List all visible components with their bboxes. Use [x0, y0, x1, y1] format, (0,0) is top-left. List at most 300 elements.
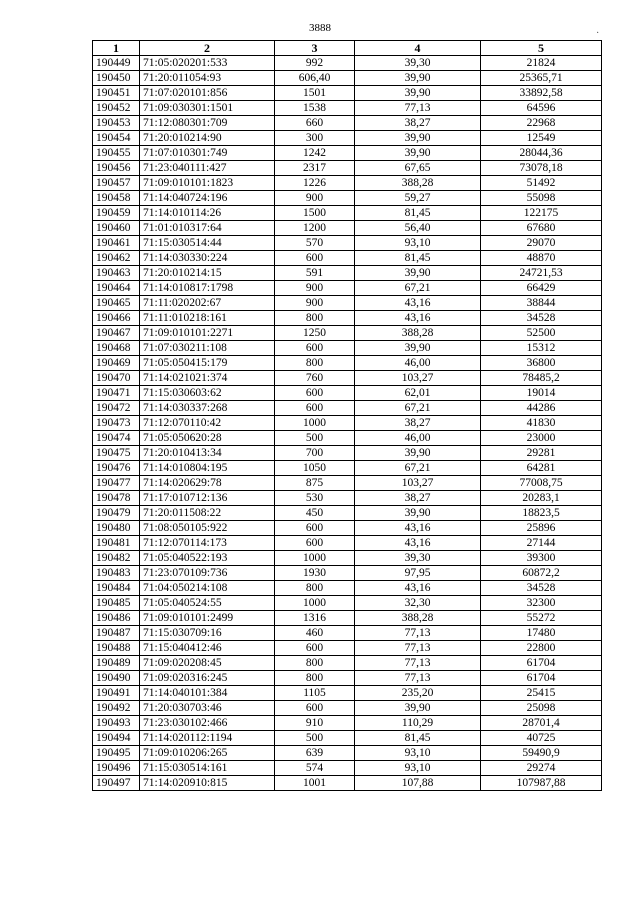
area-cell: 1000: [275, 551, 355, 566]
column-header-5: 5: [481, 41, 602, 56]
amount-cell: 55272: [481, 611, 602, 626]
area-cell: 460: [275, 626, 355, 641]
row-number-cell: 190462: [93, 251, 140, 266]
row-number-cell: 190496: [93, 761, 140, 776]
rate-cell: 39,90: [355, 71, 481, 86]
cadastral-number-cell: 71:08:050105:922: [140, 521, 275, 536]
amount-cell: 25365,71: [481, 71, 602, 86]
row-number-cell: 190475: [93, 446, 140, 461]
rate-cell: 388,28: [355, 176, 481, 191]
area-cell: 2317: [275, 161, 355, 176]
area-cell: 1250: [275, 326, 355, 341]
table-row: [93, 116, 602, 131]
row-number-cell: 190493: [93, 716, 140, 731]
row-number-cell: 190488: [93, 641, 140, 656]
amount-cell: 27144: [481, 536, 602, 551]
cadastral-number-cell: 71:07:020101:856: [140, 86, 275, 101]
row-number-cell: 190455: [93, 146, 140, 161]
table-row: [93, 296, 602, 311]
cadastral-number-cell: 71:09:020316:245: [140, 671, 275, 686]
row-number-cell: 190466: [93, 311, 140, 326]
row-number-cell: 190468: [93, 341, 140, 356]
cadastral-number-cell: 71:14:010114:26: [140, 206, 275, 221]
area-cell: 600: [275, 386, 355, 401]
table-row: [93, 671, 602, 686]
rate-cell: 46,00: [355, 356, 481, 371]
area-cell: 660: [275, 116, 355, 131]
table-row: [93, 206, 602, 221]
table-row: [93, 131, 602, 146]
area-cell: 606,40: [275, 71, 355, 86]
row-number-cell: 190470: [93, 371, 140, 386]
cadastral-number-cell: 71:14:030337:268: [140, 401, 275, 416]
table-row: [93, 506, 602, 521]
row-number-cell: 190481: [93, 536, 140, 551]
scan-mark: ·: [596, 28, 600, 39]
rate-cell: 67,21: [355, 461, 481, 476]
rate-cell: 97,95: [355, 566, 481, 581]
area-cell: 992: [275, 56, 355, 71]
amount-cell: 64596: [481, 101, 602, 116]
cadastral-number-cell: 71:01:010317:64: [140, 221, 275, 236]
row-number-cell: 190487: [93, 626, 140, 641]
table-row: [93, 401, 602, 416]
area-cell: 875: [275, 476, 355, 491]
rate-cell: 39,90: [355, 86, 481, 101]
table-row: [93, 431, 602, 446]
page-number: 3888: [309, 22, 331, 34]
amount-cell: 34528: [481, 581, 602, 596]
area-cell: 450: [275, 506, 355, 521]
row-number-cell: 190463: [93, 266, 140, 281]
cadastral-number-cell: 71:14:020629:78: [140, 476, 275, 491]
rate-cell: 43,16: [355, 296, 481, 311]
amount-cell: 107987,88: [481, 776, 602, 791]
cadastral-number-cell: 71:05:020201:533: [140, 56, 275, 71]
cadastral-number-cell: 71:09:010101:1823: [140, 176, 275, 191]
table-row: [93, 491, 602, 506]
table-row: [93, 101, 602, 116]
area-cell: 639: [275, 746, 355, 761]
amount-cell: 61704: [481, 656, 602, 671]
rate-cell: 77,13: [355, 671, 481, 686]
amount-cell: 21824: [481, 56, 602, 71]
amount-cell: 44286: [481, 401, 602, 416]
rate-cell: 38,27: [355, 416, 481, 431]
cadastral-number-cell: 71:09:020208:45: [140, 656, 275, 671]
table-row: [93, 371, 602, 386]
row-number-cell: 190456: [93, 161, 140, 176]
area-cell: 900: [275, 281, 355, 296]
cadastral-number-cell: 71:23:030102:466: [140, 716, 275, 731]
amount-cell: 17480: [481, 626, 602, 641]
table-row: [93, 281, 602, 296]
area-cell: 1105: [275, 686, 355, 701]
row-number-cell: 190464: [93, 281, 140, 296]
row-number-cell: 190482: [93, 551, 140, 566]
area-cell: 1316: [275, 611, 355, 626]
table-row: [93, 56, 602, 71]
table-row: [93, 176, 602, 191]
rate-cell: 81,45: [355, 731, 481, 746]
amount-cell: 29274: [481, 761, 602, 776]
table-row: [93, 716, 602, 731]
row-number-cell: 190460: [93, 221, 140, 236]
rate-cell: 67,21: [355, 281, 481, 296]
area-cell: 600: [275, 536, 355, 551]
rate-cell: 38,27: [355, 491, 481, 506]
row-number-cell: 190451: [93, 86, 140, 101]
amount-cell: 78485,2: [481, 371, 602, 386]
area-cell: 1050: [275, 461, 355, 476]
column-header-1: 1: [93, 41, 140, 56]
amount-cell: 122175: [481, 206, 602, 221]
rate-cell: 235,20: [355, 686, 481, 701]
row-number-cell: 190449: [93, 56, 140, 71]
row-number-cell: 190490: [93, 671, 140, 686]
row-number-cell: 190497: [93, 776, 140, 791]
cadastral-number-cell: 71:15:030514:161: [140, 761, 275, 776]
amount-cell: 20283,1: [481, 491, 602, 506]
amount-cell: 39300: [481, 551, 602, 566]
row-number-cell: 190483: [93, 566, 140, 581]
row-number-cell: 190491: [93, 686, 140, 701]
table-row: [93, 566, 602, 581]
area-cell: 600: [275, 401, 355, 416]
table-row: [93, 236, 602, 251]
area-cell: 1242: [275, 146, 355, 161]
cadastral-number-cell: 71:09:010101:2499: [140, 611, 275, 626]
row-number-cell: 190474: [93, 431, 140, 446]
table-row: [93, 476, 602, 491]
cadastral-number-cell: 71:23:070109:736: [140, 566, 275, 581]
table-row: [93, 356, 602, 371]
row-number-cell: 190473: [93, 416, 140, 431]
rate-cell: 77,13: [355, 101, 481, 116]
cadastral-number-cell: 71:14:030330:224: [140, 251, 275, 266]
row-number-cell: 190489: [93, 656, 140, 671]
table-row: [93, 776, 602, 791]
rate-cell: 93,10: [355, 236, 481, 251]
rate-cell: 77,13: [355, 626, 481, 641]
rate-cell: 39,30: [355, 551, 481, 566]
row-number-cell: 190480: [93, 521, 140, 536]
table-row: [93, 581, 602, 596]
cadastral-number-cell: 71:04:050214:108: [140, 581, 275, 596]
rate-cell: 93,10: [355, 746, 481, 761]
area-cell: 574: [275, 761, 355, 776]
area-cell: 1000: [275, 596, 355, 611]
cadastral-number-cell: 71:07:030211:108: [140, 341, 275, 356]
cadastral-number-cell: 71:20:010214:90: [140, 131, 275, 146]
area-cell: 800: [275, 581, 355, 596]
area-cell: 800: [275, 671, 355, 686]
area-cell: 600: [275, 701, 355, 716]
rate-cell: 43,16: [355, 311, 481, 326]
amount-cell: 73078,18: [481, 161, 602, 176]
rate-cell: 81,45: [355, 251, 481, 266]
table-row: [93, 191, 602, 206]
rate-cell: 59,27: [355, 191, 481, 206]
data-table: [92, 40, 602, 791]
area-cell: 1930: [275, 566, 355, 581]
row-number-cell: 190478: [93, 491, 140, 506]
row-number-cell: 190477: [93, 476, 140, 491]
rate-cell: 81,45: [355, 206, 481, 221]
amount-cell: 29070: [481, 236, 602, 251]
rate-cell: 62,01: [355, 386, 481, 401]
rate-cell: 110,29: [355, 716, 481, 731]
column-header-3: 3: [275, 41, 355, 56]
row-number-cell: 190454: [93, 131, 140, 146]
amount-cell: 41830: [481, 416, 602, 431]
row-number-cell: 190458: [93, 191, 140, 206]
table-row: [93, 71, 602, 86]
amount-cell: 51492: [481, 176, 602, 191]
row-number-cell: 190494: [93, 731, 140, 746]
cadastral-number-cell: 71:09:030301:1501: [140, 101, 275, 116]
rate-cell: 39,90: [355, 446, 481, 461]
amount-cell: 25415: [481, 686, 602, 701]
table-row: [93, 266, 602, 281]
amount-cell: 28044,36: [481, 146, 602, 161]
rate-cell: 67,21: [355, 401, 481, 416]
amount-cell: 24721,53: [481, 266, 602, 281]
row-number-cell: 190495: [93, 746, 140, 761]
amount-cell: 23000: [481, 431, 602, 446]
cadastral-number-cell: 71:14:010817:1798: [140, 281, 275, 296]
cadastral-number-cell: 71:15:040412:46: [140, 641, 275, 656]
row-number-cell: 190469: [93, 356, 140, 371]
cadastral-number-cell: 71:15:030603:62: [140, 386, 275, 401]
table-row: [93, 521, 602, 536]
area-cell: 600: [275, 251, 355, 266]
table-row: [93, 731, 602, 746]
amount-cell: 34528: [481, 311, 602, 326]
cadastral-number-cell: 71:20:010214:15: [140, 266, 275, 281]
cadastral-number-cell: 71:20:030703:46: [140, 701, 275, 716]
amount-cell: 33892,58: [481, 86, 602, 101]
table-body: [93, 56, 602, 791]
rate-cell: 39,90: [355, 341, 481, 356]
table-row: [93, 221, 602, 236]
rate-cell: 103,27: [355, 371, 481, 386]
cadastral-number-cell: 71:12:070114:173: [140, 536, 275, 551]
rate-cell: 32,30: [355, 596, 481, 611]
cadastral-number-cell: 71:14:021021:374: [140, 371, 275, 386]
rate-cell: 39,90: [355, 131, 481, 146]
amount-cell: 64281: [481, 461, 602, 476]
area-cell: 570: [275, 236, 355, 251]
table-row: [93, 146, 602, 161]
rate-cell: 388,28: [355, 326, 481, 341]
amount-cell: 12549: [481, 131, 602, 146]
rate-cell: 38,27: [355, 116, 481, 131]
amount-cell: 48870: [481, 251, 602, 266]
cadastral-number-cell: 71:20:011508:22: [140, 506, 275, 521]
area-cell: 800: [275, 311, 355, 326]
cadastral-number-cell: 71:14:040101:384: [140, 686, 275, 701]
amount-cell: 38844: [481, 296, 602, 311]
rate-cell: 77,13: [355, 641, 481, 656]
rate-cell: 39,30: [355, 56, 481, 71]
table-row: [93, 446, 602, 461]
amount-cell: 66429: [481, 281, 602, 296]
amount-cell: 77008,75: [481, 476, 602, 491]
area-cell: 700: [275, 446, 355, 461]
row-number-cell: 190479: [93, 506, 140, 521]
area-cell: 1000: [275, 416, 355, 431]
amount-cell: 19014: [481, 386, 602, 401]
rate-cell: 39,90: [355, 701, 481, 716]
rate-cell: 43,16: [355, 536, 481, 551]
table-row: [93, 386, 602, 401]
row-number-cell: 190486: [93, 611, 140, 626]
row-number-cell: 190465: [93, 296, 140, 311]
area-cell: 1200: [275, 221, 355, 236]
amount-cell: 32300: [481, 596, 602, 611]
amount-cell: 60872,2: [481, 566, 602, 581]
table-row: [93, 686, 602, 701]
cadastral-number-cell: 71:12:080301:709: [140, 116, 275, 131]
amount-cell: 36800: [481, 356, 602, 371]
cadastral-number-cell: 71:14:040724:196: [140, 191, 275, 206]
row-number-cell: 190492: [93, 701, 140, 716]
row-number-cell: 190476: [93, 461, 140, 476]
amount-cell: 18823,5: [481, 506, 602, 521]
cadastral-number-cell: 71:17:010712:136: [140, 491, 275, 506]
cadastral-number-cell: 71:05:050415:179: [140, 356, 275, 371]
cadastral-number-cell: 71:09:010101:2271: [140, 326, 275, 341]
table-row: [93, 311, 602, 326]
table-row: [93, 161, 602, 176]
table-row: [93, 536, 602, 551]
table-row: [93, 611, 602, 626]
cadastral-number-cell: 71:23:040111:427: [140, 161, 275, 176]
rate-cell: 43,16: [355, 521, 481, 536]
amount-cell: 15312: [481, 341, 602, 356]
cadastral-number-cell: 71:11:020202:67: [140, 296, 275, 311]
area-cell: 900: [275, 191, 355, 206]
table-header-row: [93, 41, 602, 56]
row-number-cell: 190453: [93, 116, 140, 131]
amount-cell: 25896: [481, 521, 602, 536]
cadastral-number-cell: 71:15:030514:44: [140, 236, 275, 251]
amount-cell: 22968: [481, 116, 602, 131]
cadastral-number-cell: 71:20:011054:93: [140, 71, 275, 86]
amount-cell: 61704: [481, 671, 602, 686]
cadastral-number-cell: 71:12:070110:42: [140, 416, 275, 431]
row-number-cell: 190459: [93, 206, 140, 221]
table-row: [93, 596, 602, 611]
cadastral-number-cell: 71:11:010218:161: [140, 311, 275, 326]
rate-cell: 46,00: [355, 431, 481, 446]
area-cell: 530: [275, 491, 355, 506]
rate-cell: 67,65: [355, 161, 481, 176]
cadastral-number-cell: 71:14:020910:815: [140, 776, 275, 791]
rate-cell: 56,40: [355, 221, 481, 236]
table-row: [93, 461, 602, 476]
area-cell: 1501: [275, 86, 355, 101]
cadastral-number-cell: 71:05:040522:193: [140, 551, 275, 566]
amount-cell: 67680: [481, 221, 602, 236]
area-cell: 600: [275, 341, 355, 356]
amount-cell: 59490,9: [481, 746, 602, 761]
amount-cell: 29281: [481, 446, 602, 461]
rate-cell: 39,90: [355, 506, 481, 521]
table-row: [93, 761, 602, 776]
cadastral-number-cell: 71:14:010804:195: [140, 461, 275, 476]
area-cell: 591: [275, 266, 355, 281]
row-number-cell: 190472: [93, 401, 140, 416]
rate-cell: 388,28: [355, 611, 481, 626]
area-cell: 1226: [275, 176, 355, 191]
table-row: [93, 341, 602, 356]
rate-cell: 39,90: [355, 146, 481, 161]
amount-cell: 40725: [481, 731, 602, 746]
area-cell: 600: [275, 521, 355, 536]
area-cell: 900: [275, 296, 355, 311]
table-row: [93, 251, 602, 266]
amount-cell: 22800: [481, 641, 602, 656]
rate-cell: 39,90: [355, 266, 481, 281]
area-cell: 300: [275, 131, 355, 146]
area-cell: 760: [275, 371, 355, 386]
amount-cell: 28701,4: [481, 716, 602, 731]
table-row: [93, 626, 602, 641]
row-number-cell: 190452: [93, 101, 140, 116]
table-row: [93, 656, 602, 671]
cadastral-number-cell: 71:14:020112:1194: [140, 731, 275, 746]
area-cell: 500: [275, 431, 355, 446]
row-number-cell: 190457: [93, 176, 140, 191]
rate-cell: 77,13: [355, 656, 481, 671]
table-row: [93, 416, 602, 431]
table-row: [93, 326, 602, 341]
cadastral-number-cell: 71:09:010206:265: [140, 746, 275, 761]
column-header-2: 2: [140, 41, 275, 56]
cadastral-number-cell: 71:07:010301:749: [140, 146, 275, 161]
cadastral-number-cell: 71:05:050620:28: [140, 431, 275, 446]
area-cell: 800: [275, 656, 355, 671]
table-row: [93, 746, 602, 761]
cadastral-number-cell: 71:15:030709:16: [140, 626, 275, 641]
area-cell: 1538: [275, 101, 355, 116]
amount-cell: 25098: [481, 701, 602, 716]
table-row: [93, 701, 602, 716]
area-cell: 1001: [275, 776, 355, 791]
rate-cell: 103,27: [355, 476, 481, 491]
cadastral-number-cell: 71:20:010413:34: [140, 446, 275, 461]
row-number-cell: 190467: [93, 326, 140, 341]
row-number-cell: 190484: [93, 581, 140, 596]
column-header-4: 4: [355, 41, 481, 56]
rate-cell: 93,10: [355, 761, 481, 776]
area-cell: 800: [275, 356, 355, 371]
row-number-cell: 190450: [93, 71, 140, 86]
cadastral-number-cell: 71:05:040524:55: [140, 596, 275, 611]
row-number-cell: 190461: [93, 236, 140, 251]
table-row: [93, 86, 602, 101]
area-cell: 500: [275, 731, 355, 746]
amount-cell: 55098: [481, 191, 602, 206]
rate-cell: 43,16: [355, 581, 481, 596]
row-number-cell: 190471: [93, 386, 140, 401]
table-row: [93, 641, 602, 656]
amount-cell: 52500: [481, 326, 602, 341]
row-number-cell: 190485: [93, 596, 140, 611]
area-cell: 910: [275, 716, 355, 731]
